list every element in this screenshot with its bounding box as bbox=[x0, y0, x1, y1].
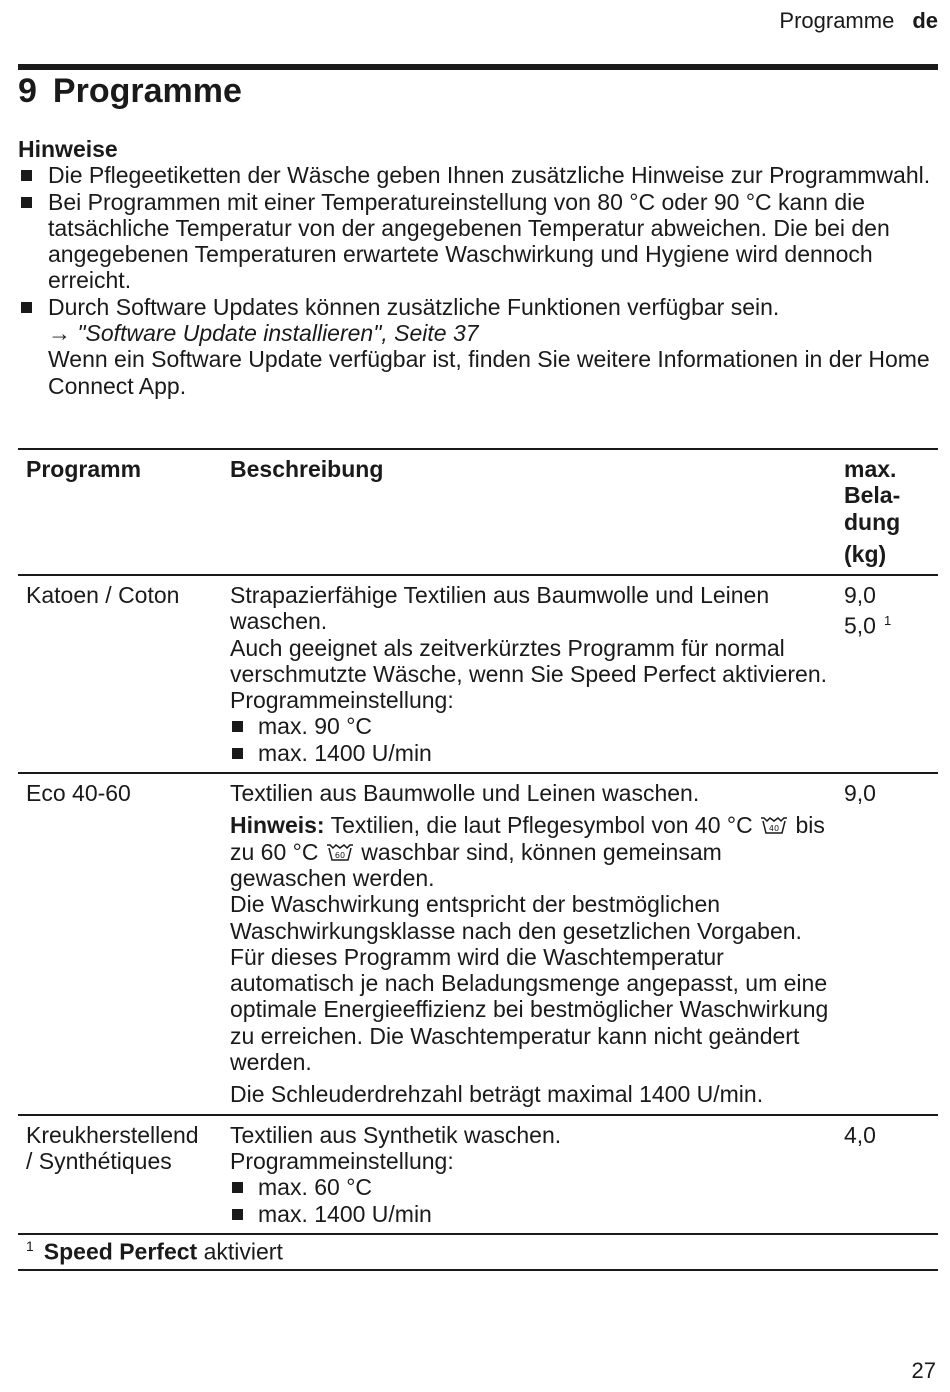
description-text: Für dieses Programm wird die Waschtemperatur automatisch je nach Beladungsmenge angepasst, um eine optimale Energieeffizienz bei bestmöglicher Waschwirkung zu erreichen. Die Waschtemperatur kann nicht geändert werden. bbox=[230, 943, 829, 1076]
notes-section bbox=[18, 136, 934, 399]
header-rule bbox=[18, 64, 938, 70]
chapter-number: 9 bbox=[18, 72, 37, 110]
col-header-description: Beschreibung bbox=[230, 456, 384, 482]
setting-label: Programmeinstellung: bbox=[230, 687, 454, 714]
max-load-value: 9,0 bbox=[844, 780, 876, 807]
program-description bbox=[230, 774, 830, 1114]
max-load bbox=[844, 582, 891, 639]
hint-text: Textilien, die laut Pflegesymbol von 40 °C bbox=[330, 812, 753, 839]
programme-table bbox=[18, 448, 938, 1271]
note-item: Die Pflegeetiketten der Wäsche geben Ihnen zusätzliche Hinweise zur Programmwahl. bbox=[18, 162, 934, 188]
setting-item: max. 1400 U/min bbox=[230, 740, 830, 766]
max-load-speed-perfect bbox=[844, 608, 891, 639]
page-number: 27 bbox=[911, 1358, 936, 1383]
running-header bbox=[779, 8, 938, 34]
max-load-value: 4,0 bbox=[844, 1121, 876, 1148]
table-row bbox=[18, 574, 938, 772]
description-text: Die Schleuderdrehzahl beträgt maximal 1400 U/min. bbox=[230, 1081, 764, 1108]
description-text: Auch geeignet als zeitverkürztes Programm für normal verschmutzte Wäsche, wenn Sie Speed Perfect aktivieren. bbox=[230, 634, 828, 687]
program-name: Eco 40-60 bbox=[26, 780, 131, 807]
chapter-title bbox=[18, 72, 242, 111]
table-footnote bbox=[18, 1233, 938, 1272]
description-text: Textilien aus Baumwolle und Leinen waschen. bbox=[230, 780, 700, 807]
footnote-number: 1 bbox=[26, 1237, 34, 1254]
col-header-load-line2: dung bbox=[844, 508, 901, 535]
wash-tub-icon bbox=[759, 815, 789, 835]
header-section: Programme bbox=[779, 8, 895, 33]
col-header-load-unit: (kg) bbox=[844, 540, 887, 567]
setting-item: max. 1400 U/min bbox=[230, 1201, 830, 1227]
col-header-program: Programm bbox=[26, 456, 142, 482]
description-text: Die Waschwirkung entspricht der bestmöglichen Waschwirkungsklasse nach den gesetzlichen Vorgaben. bbox=[230, 891, 802, 944]
program-name: Katoen / Coton bbox=[26, 582, 180, 608]
program-description bbox=[230, 1116, 830, 1233]
col-header-load-line1: max. Bela- bbox=[844, 456, 901, 509]
note-item: Bei Programmen mit einer Temperatureinstellung von 80 °C oder 90 °C kann die tatsächliche Temperatur von der angegebenen Temperatur abweichen. Die bei den angegebenen Temperaturen erwartete Waschwirkung und Hygiene wird dennoch erreicht. bbox=[18, 189, 934, 294]
max-load-value-alt: 5,0 bbox=[844, 612, 876, 639]
wash-tub-temp: 40 bbox=[769, 824, 780, 834]
setting-item: max. 90 °C bbox=[230, 713, 830, 739]
note-item: Durch Software Updates können zusätzliche Funktionen verfügbar sein. bbox=[18, 294, 934, 320]
hint-paragraph bbox=[230, 812, 830, 891]
col-header-load bbox=[844, 456, 914, 567]
hint-text: bis zu 60 °C bbox=[230, 812, 825, 865]
table-header-row bbox=[18, 448, 938, 574]
max-load-value: 9,0 bbox=[844, 582, 876, 608]
software-update-reference-link[interactable]: → "Software Update installieren", Seite 37 bbox=[48, 320, 479, 347]
setting-label: Programmeinstellung: bbox=[230, 1147, 454, 1174]
footnote-text: aktiviert bbox=[203, 1238, 283, 1265]
footnote-bold: Speed Perfect bbox=[43, 1238, 198, 1265]
setting-item: max. 60 °C bbox=[230, 1174, 830, 1200]
table-row bbox=[18, 1114, 938, 1233]
program-description bbox=[230, 576, 830, 772]
footnote-mark: 1 bbox=[883, 613, 892, 629]
chapter-title-text: Programme bbox=[52, 72, 242, 110]
header-language: de bbox=[912, 8, 938, 33]
hint-text: waschbar sind, können gemeinsam gewaschen werden. bbox=[230, 838, 722, 891]
description-text: Textilien aus Synthetik waschen. bbox=[230, 1121, 562, 1148]
wash-tub-temp: 60 bbox=[334, 850, 345, 860]
table-row bbox=[18, 772, 938, 1114]
notes-title: Hinweise bbox=[18, 136, 118, 162]
description-text: Strapazierfähige Textilien aus Baumwolle und Leinen waschen. bbox=[230, 582, 770, 635]
hint-label: Hinweis: bbox=[230, 812, 325, 839]
program-name: Kreukherstellend / Synthétiques bbox=[26, 1121, 199, 1174]
wash-tub-icon bbox=[325, 842, 355, 862]
note-extra: Wenn ein Software Update verfügbar ist, finden Sie weitere Informationen in der Home Connect App. bbox=[48, 346, 930, 399]
